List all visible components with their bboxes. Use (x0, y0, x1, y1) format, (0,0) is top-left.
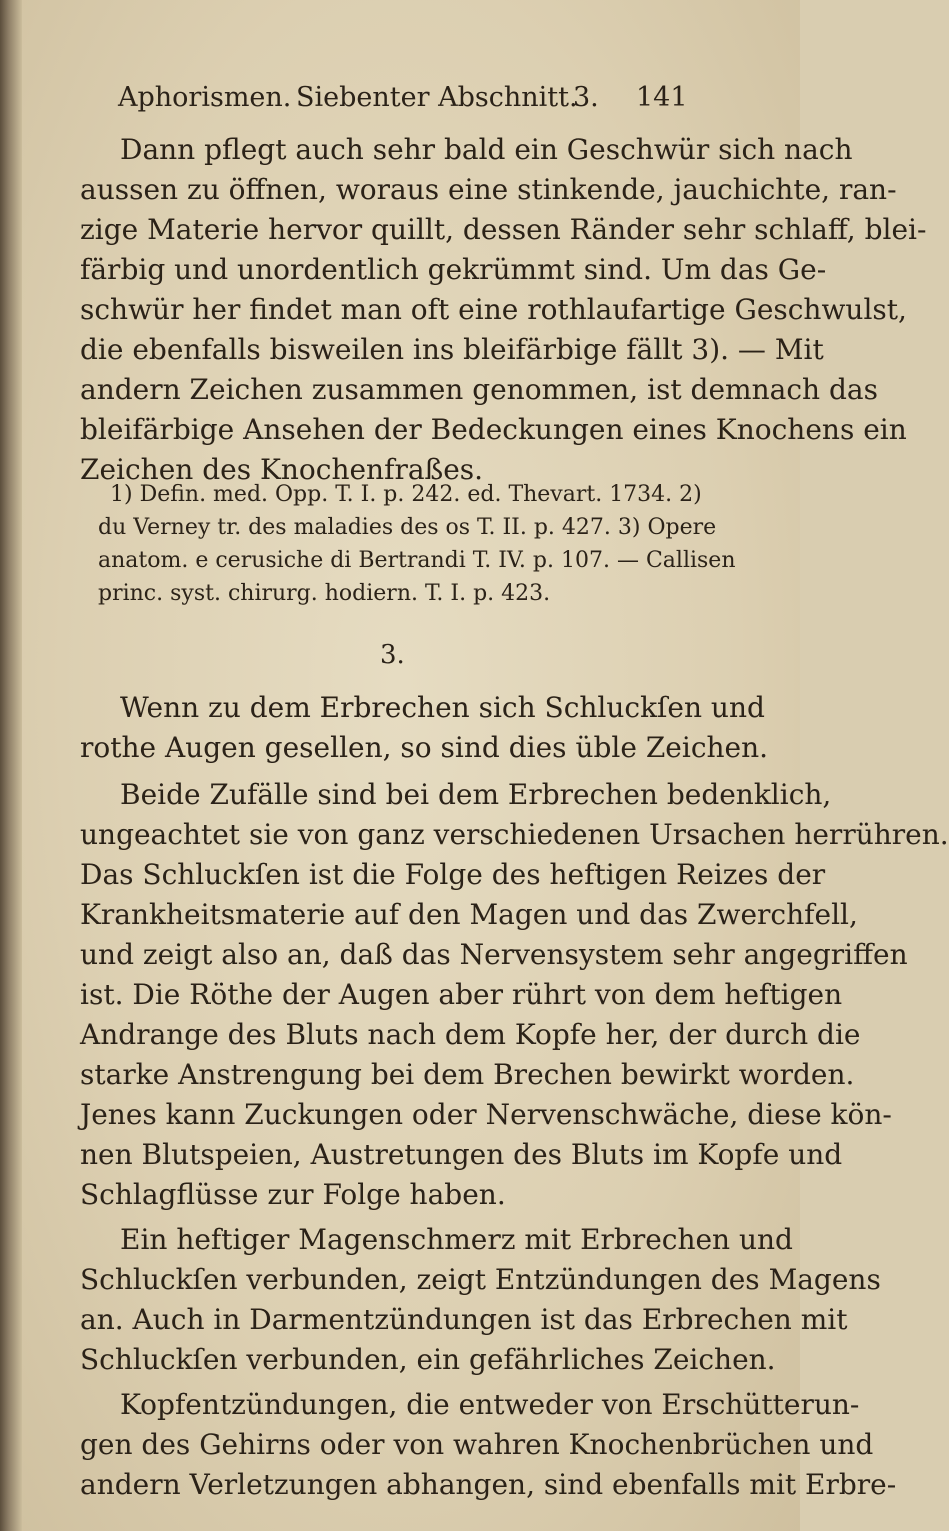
paragraph-4 (80, 1385, 897, 1505)
footnote-line: du Verney tr. des maladies des os T. II. p. 427. 3) Opere (98, 515, 717, 540)
text-line: gen des Gehirns oder von wahren Knochenbrüchen und (80, 1428, 874, 1461)
text-line: Jenes kann Zuckungen oder Nervenschwäche, diese kön- (80, 1098, 892, 1131)
footnote-line: anatom. e cerusiche di Bertrandi T. IV. p. 107. — Callisen (98, 548, 736, 573)
footnote-line: 1) Defin. med. Opp. T. I. p. 242. ed. Thevart. 1734. 2) (110, 482, 702, 507)
text-line: färbig und unordentlich gekrümmt sind. Um das Ge- (80, 253, 827, 286)
text-line: aussen zu öffnen, woraus eine stinkende, jauchichte, ran- (80, 173, 897, 206)
text-line: Zeichen des Knochenfraßes. (80, 453, 484, 486)
running-header (118, 82, 728, 122)
text-line: nen Blutspeien, Austretungen des Bluts im Kopfe und (80, 1138, 843, 1171)
header-section-number: 3. (573, 82, 599, 113)
text-line: starke Anstrengung bei dem Brechen bewirkt worden. (80, 1058, 855, 1091)
header-title: Aphorismen. (118, 82, 292, 113)
text-line: schwür her findet man oft eine rothlaufartige Geschwulst, (80, 293, 907, 326)
text-line: Andrange des Bluts nach dem Kopfe her, der durch die (80, 1018, 861, 1051)
text-line: andern Zeichen zusammen genommen, ist demnach das (80, 373, 878, 406)
text-line: Beide Zufälle sind bei dem Erbrechen bedenklich, (120, 778, 832, 811)
text-line: Dann pflegt auch sehr bald ein Geschwür sich nach (120, 133, 853, 166)
footnote-line: princ. syst. chirurg. hodiern. T. I. p. 423. (98, 581, 551, 606)
page-number: 141 (636, 82, 688, 113)
text-line: Wenn zu dem Erbrechen sich Schluckſen und (120, 691, 765, 724)
text-line: an. Auch in Darmentzündungen ist das Erbrechen mit (80, 1303, 848, 1336)
text-line: bleifärbige Ansehen der Bedeckungen eines Knochens ein (80, 413, 907, 446)
text-line: rothe Augen gesellen, so sind dies üble Zeichen. (80, 731, 769, 764)
text-line: Ein heftiger Magenschmerz mit Erbrechen und (120, 1223, 793, 1256)
paragraph-1 (80, 130, 927, 490)
section-number: 3. (380, 640, 405, 670)
footnotes (98, 478, 736, 610)
paragraph-2 (80, 775, 949, 1215)
text-line: und zeigt also an, daß das Nervensystem sehr angegriffen (80, 938, 908, 971)
book-spine-shadow (0, 0, 22, 1531)
text-line: Schluckſen verbunden, zeigt Entzündungen des Magens (80, 1263, 881, 1296)
text-line: Schlagflüsse zur Folge haben. (80, 1178, 506, 1211)
text-line: Das Schluckſen ist die Folge des heftigen Reizes der (80, 858, 826, 891)
text-line: Krankheitsmaterie auf den Magen und das Zwerchfell, (80, 898, 858, 931)
text-line: die ebenfalls bisweilen ins bleifärbige fällt 3). — Mit (80, 333, 824, 366)
text-line: ist. Die Röthe der Augen aber rührt von dem heftigen (80, 978, 843, 1011)
text-line: andern Verletzungen abhangen, sind ebenfalls mit Erbre- (80, 1468, 897, 1501)
paragraph-3 (80, 1220, 881, 1380)
text-line: ungeachtet sie von ganz verschiedenen Ursachen herrühren. (80, 818, 949, 851)
aphorism-statement (80, 688, 769, 768)
text-line: Kopfentzündungen, die entweder von Erschütterun- (120, 1388, 860, 1421)
header-section: Siebenter Abschnitt. (296, 82, 578, 113)
text-line: Schluckſen verbunden, ein gefährliches Zeichen. (80, 1343, 776, 1376)
text-line: zige Materie hervor quillt, dessen Ränder sehr schlaff, blei- (80, 213, 927, 246)
